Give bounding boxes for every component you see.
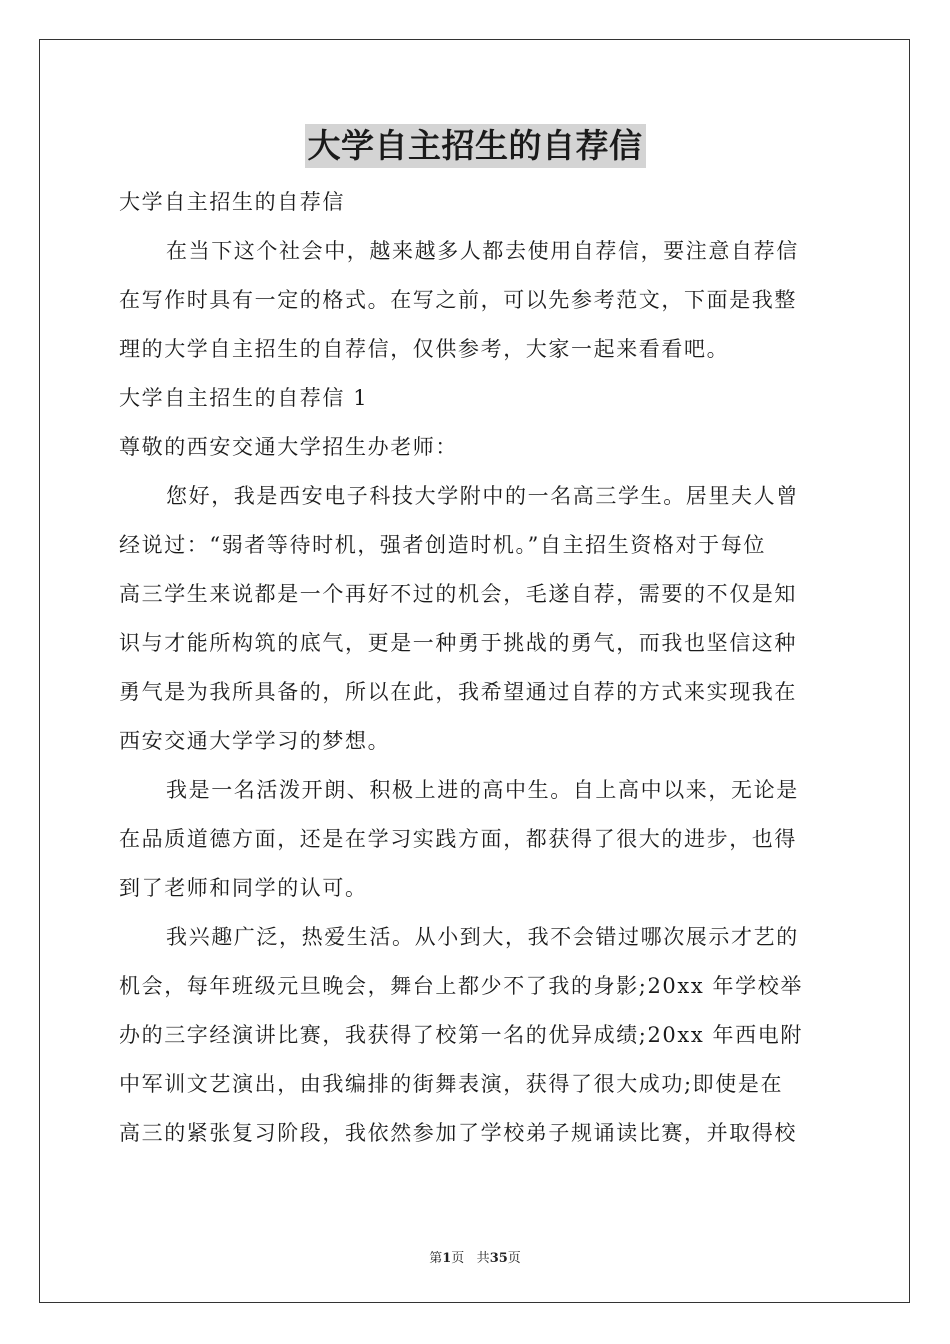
paragraph-line: 您好，我是西安电子科技大学附中的一名高三学生。居里夫人曾	[166, 484, 799, 508]
section-heading: 大学自主招生的自荐信 1	[119, 386, 369, 410]
title-container	[0, 124, 950, 168]
paragraph-line: 我兴趣广泛，热爱生活。从小到大，我不会错过哪次展示才艺的	[166, 925, 799, 949]
paragraph-line: 办的三字经演讲比赛，我获得了校第一名的优异成绩;20xx 年西电附	[119, 1023, 803, 1047]
total-suffix: 页	[507, 1251, 521, 1266]
paragraph-line: 高三的紧张复习阶段，我依然参加了学校弟子规诵读比赛，并取得校	[119, 1121, 797, 1145]
paragraph-line: 识与才能所构筑的底气，更是一种勇于挑战的勇气，而我也坚信这种	[119, 631, 797, 655]
document-body	[119, 178, 831, 1158]
subtitle-line: 大学自主招生的自荐信	[119, 190, 345, 214]
paragraph-line: 在品质道德方面，还是在学习实践方面，都获得了很大的进步，也得	[119, 827, 797, 851]
paragraph-line: 理的大学自主招生的自荐信，仅供参考，大家一起来看看吧。	[119, 337, 730, 361]
paragraph-line: 高三学生来说都是一个再好不过的机会，毛遂自荐，需要的不仅是知	[119, 582, 797, 606]
paragraph-line: 在写作时具有一定的格式。在写之前，可以先参考范文，下面是我整	[119, 288, 797, 312]
page-footer	[0, 1247, 950, 1266]
paragraph-line: 在当下这个社会中，越来越多人都去使用自荐信，要注意自荐信	[166, 239, 799, 263]
document-title: 大学自主招生的自荐信	[305, 124, 646, 168]
total-pages: 35	[489, 1251, 508, 1266]
paragraph-line: 我是一名活泼开朗、积极上进的高中生。自上高中以来，无论是	[166, 778, 799, 802]
paragraph-line: 经说过：“弱者等待时机，强者创造时机。”自主招生资格对于每位	[119, 533, 766, 557]
page-prefix: 第	[429, 1251, 443, 1266]
page-suffix: 页	[451, 1251, 465, 1266]
paragraph-line: 到了老师和同学的认可。	[119, 876, 368, 900]
salutation-line: 尊敬的西安交通大学招生办老师：	[119, 435, 458, 459]
paragraph-line: 西安交通大学学习的梦想。	[119, 729, 391, 753]
paragraph-line: 机会，每年班级元旦晚会，舞台上都少不了我的身影;20xx 年学校举	[119, 974, 803, 998]
page-number: 1	[442, 1251, 452, 1266]
total-prefix: 共	[476, 1251, 490, 1266]
paragraph-line: 勇气是为我所具备的，所以在此，我希望通过自荐的方式来实现我在	[119, 680, 797, 704]
paragraph-line: 中军训文艺演出，由我编排的街舞表演，获得了很大成功;即使是在	[119, 1072, 784, 1096]
